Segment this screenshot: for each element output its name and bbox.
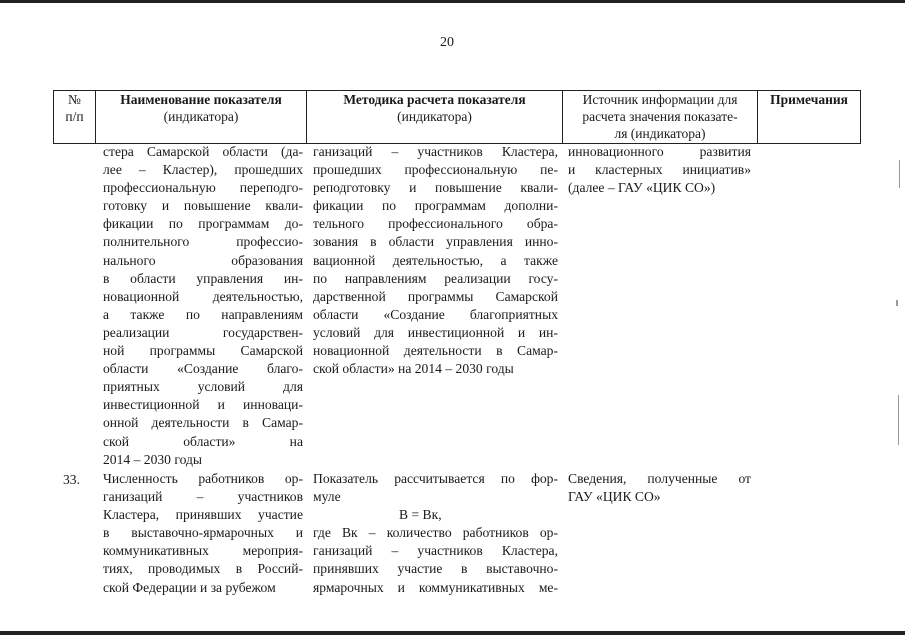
text-line: прошедших профессиональную пе- — [313, 162, 558, 178]
text-line: ной программы Самарской — [103, 343, 303, 359]
row-33-source — [568, 470, 751, 506]
text-line: ганизаций – участников Кластера, — [313, 543, 558, 559]
text-line: ской области» на — [103, 433, 303, 449]
text-line: готовку и повышение квали- — [103, 198, 303, 214]
text-line: инновационного развития — [568, 144, 751, 159]
row-continued-name — [103, 143, 303, 469]
header-method — [307, 91, 562, 143]
text-line: условий для инвестиционной и ин- — [313, 324, 558, 340]
text-line: в выставочно-ярмарочных и — [103, 525, 303, 541]
header-name — [96, 91, 306, 143]
text-line: ганизаций – участников — [103, 489, 303, 505]
header-notes-line: Примечания — [770, 92, 848, 107]
page-top-border — [0, 0, 905, 3]
row-33-number: 33. — [63, 472, 80, 487]
text-line: 2014 – 2030 годы — [103, 451, 203, 467]
text-line: стера Самарской области (да- — [103, 144, 303, 159]
text-line: а также по направлениям — [103, 306, 303, 322]
text-line: Численность работников ор- — [103, 471, 303, 486]
text-line: Кластера, принявших участие — [103, 507, 303, 523]
header-name-line: (индикатора) — [163, 109, 239, 124]
row-continued-source — [568, 143, 751, 197]
text-line: ской области» на 2014 – 2030 годы — [313, 361, 514, 377]
header-source-line: расчета значения показате- — [582, 109, 738, 124]
text-line: (далее – ГАУ «ЦИК СО») — [568, 180, 716, 196]
text-line: дарственной программы Самарской — [313, 288, 558, 304]
header-source-line: Источник информации для — [582, 92, 738, 107]
text-line: по направлениям реализации госу- — [313, 270, 558, 286]
text-line: принявших участие в выставочно- — [313, 561, 558, 577]
text-line: муле — [313, 489, 341, 505]
text-line: ГАУ «ЦИК СО» — [568, 489, 661, 505]
text-line: реподготовку и повышение квали- — [313, 180, 558, 196]
text-line: реализации государствен- — [103, 324, 303, 340]
header-notes — [758, 91, 860, 143]
text-line: приятных условий для — [103, 379, 303, 395]
text-line: где Вк – количество работников ор- — [313, 525, 558, 541]
header-method-line: Методика расчета показателя — [343, 92, 526, 107]
text-line: нального образования — [103, 252, 303, 268]
text-line: зования в области управления инно- — [313, 234, 558, 250]
page-bottom-border — [0, 631, 905, 635]
text-line: и кластерных инициатив» — [568, 162, 751, 178]
text-line: тельного профессионального обра- — [313, 216, 558, 232]
text-line: онной деятельности в Самар- — [103, 415, 303, 431]
text-line: профессиональную переподго- — [103, 180, 303, 196]
text-line: области «Создание благоприятных — [313, 306, 558, 322]
scan-mark — [899, 160, 900, 188]
row-33-name — [103, 470, 303, 597]
scan-mark — [896, 300, 898, 306]
text-line: Сведения, полученные от — [568, 471, 751, 486]
header-divider — [860, 90, 861, 144]
text-line: полнительного профессио- — [103, 234, 303, 250]
scan-mark — [898, 395, 899, 445]
text-line: области «Создание благо- — [103, 361, 303, 377]
text-line: лее – Кластер), прошедших — [103, 162, 303, 178]
header-number-line: п/п — [65, 109, 84, 124]
text-line: Показатель рассчитывается по фор- — [313, 471, 558, 486]
text-line: фикации по программам до- — [103, 216, 303, 232]
text-line: ской Федерации и за рубежом — [103, 579, 276, 595]
text-line: ярмарочных и коммуникативных ме- — [313, 579, 558, 595]
text-line: ганизаций – участников Кластера, — [313, 144, 558, 159]
formula-line: В = Вк, — [399, 507, 442, 523]
text-line: вационной деятельностью, а также — [313, 252, 558, 268]
header-source — [563, 91, 757, 143]
header-name-line: Наименование показателя — [120, 92, 282, 107]
header-number — [54, 91, 95, 143]
text-line: коммуникативных мероприя- — [103, 543, 303, 559]
text-line: новационной деятельности в Самар- — [313, 343, 558, 359]
header-method-line: (индикатора) — [397, 109, 472, 124]
header-number-line: № — [68, 92, 81, 107]
text-line: новационной деятельностью, — [103, 288, 303, 304]
row-continued-method — [313, 143, 558, 378]
row-33-method — [313, 470, 558, 597]
text-line: инвестиционной и инноваци- — [103, 397, 303, 413]
text-line: фикации по программам дополни- — [313, 198, 558, 214]
header-source-line: ля (индикатора) — [614, 126, 706, 141]
text-line: в области управления ин- — [103, 270, 303, 286]
text-line: тиях, проводимых в Россий- — [103, 561, 303, 577]
page-number: 20 — [440, 35, 454, 50]
